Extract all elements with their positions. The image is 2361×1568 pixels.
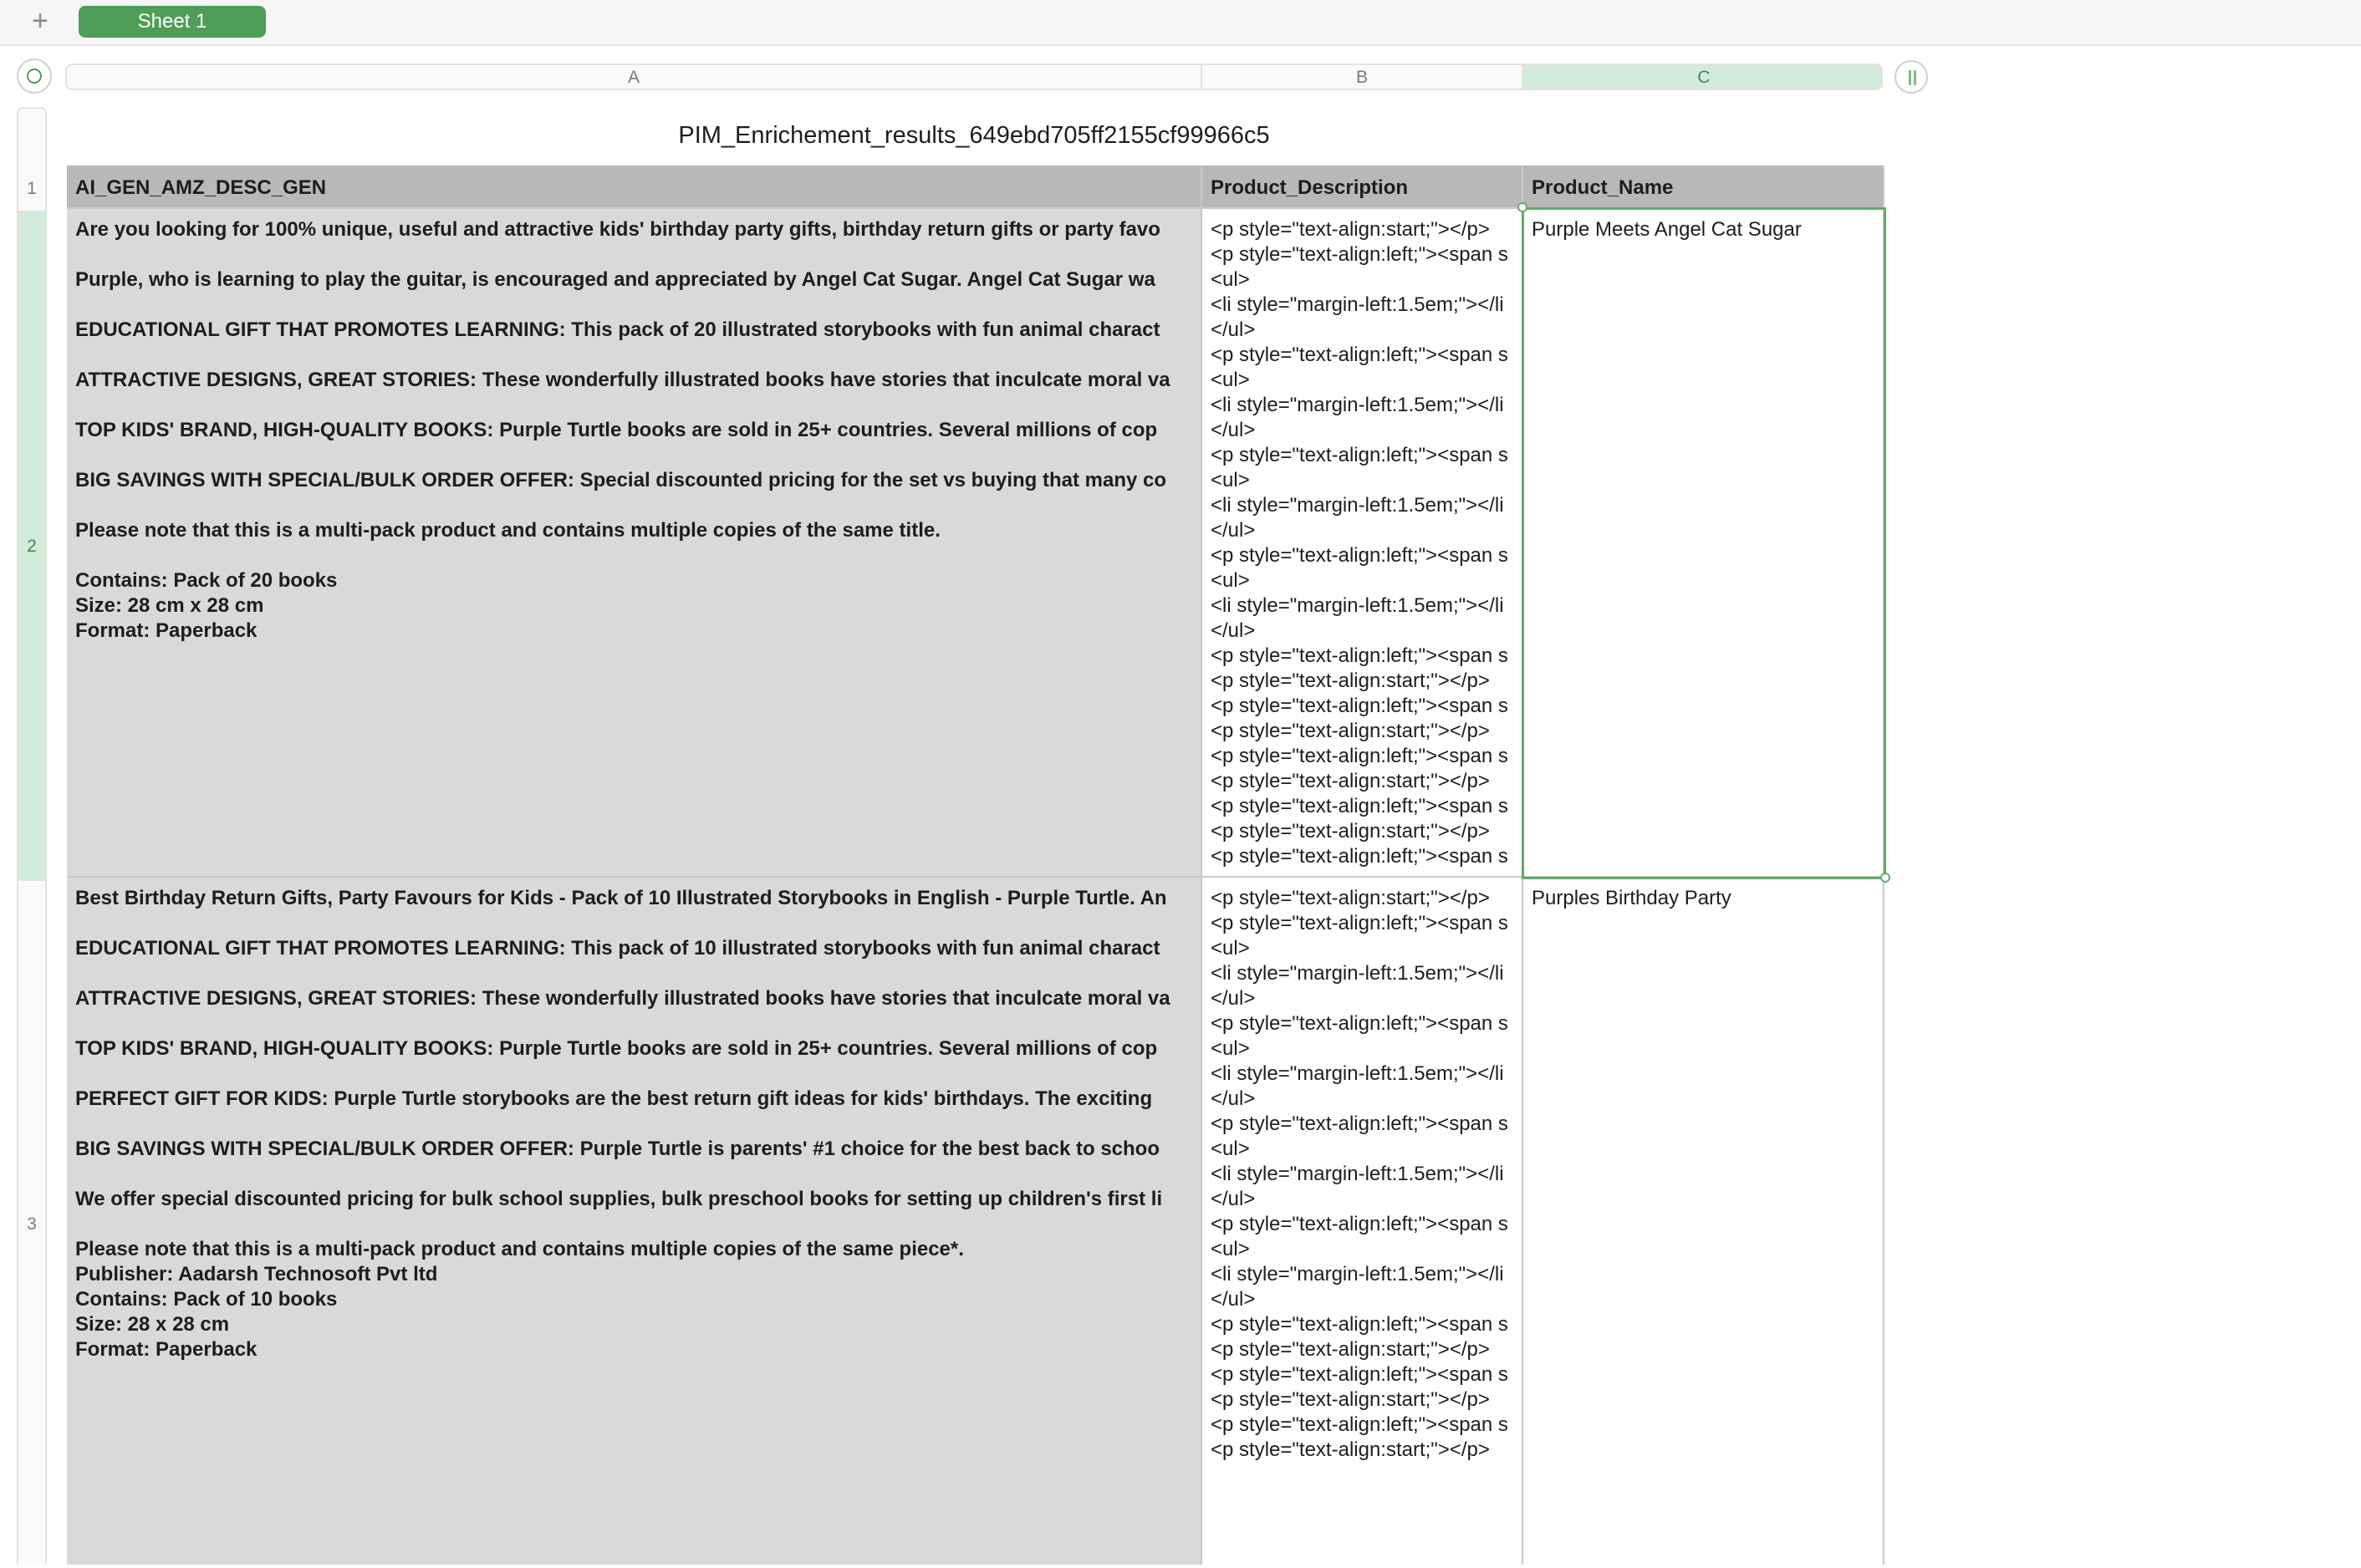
row-header-bar [17,107,47,1565]
column-header-bar [65,64,1883,90]
sheet-tab-bar [0,0,2361,46]
header-cell-b[interactable]: Product_Description [1202,165,1523,209]
selection-handle-bottom[interactable] [1880,873,1890,883]
cell-c2[interactable]: Purple Meets Angel Cat Sugar [1523,209,1884,878]
cell-b2[interactable]: <p style="text-align:start;"></p> <p style="text-align:left;"><span s <ul> <li style="margin-left:1.5em;"></li </ul> <p style="text-align:left;"><span s <ul> <li style="margin-left:1.5em;"></li </ul> <p style="text-align:left;"><span s <ul> <li style="margin-left:1.5em;"></li </ul> <p style="text-align:left;"><span s <ul> <li style="margin-left:1.5em;"></li </ul> <p style="text-align:left;"><span s <p style="text-align:start;"></p> <p style="text-align:left;"><span s <p style="text-align:start;"></p> <p style="text-align:left;"><span s <p style="text-align:start;"></p> <p style="text-align:left;"><span s <p style="text-align:start;"></p> <p style="text-align:left;"><span s [1202,209,1523,878]
table-title[interactable]: PIM_Enrichement_results_649ebd705ff2155cf99966c5 [678,122,1270,149]
header-cell-c[interactable]: Product_Name [1523,165,1884,209]
column-resize-handle-icon[interactable] [1894,60,1928,94]
cell-a2[interactable]: Are you looking for 100% unique, useful and attractive kids' birthday party gifts, birthday return gifts or party favo Purple, who is learning to play the guitar, is encouraged and appreciated by Angel Cat Sugar. Angel Cat Sugar wa EDUCATIONAL GIFT THAT PROMOTES LEARNING: This pack of 20 illustrated storybooks with fun animal charact ATTRACTIVE DESIGNS, GREAT STORIES: These wonderfully illustrated books have stories that inculcate moral va TOP KIDS' BRAND, HIGH-QUALITY BOOKS: Purple Turtle books are sold in 25+ countries. Several millions of cop BIG SAVINGS WITH SPECIAL/BULK ORDER OFFER: Special discounted pricing for the set vs buying that many co Please note that this is a multi-pack product and contains multiple copies of the same title. Contains: Pack of 20 books Size: 28 cm x 28 cm Format: Paperback [67,209,1202,878]
column-header-a[interactable]: A [67,65,1202,89]
selection-handle-top[interactable] [1517,202,1527,212]
cell-c3[interactable]: Purples Birthday Party [1523,878,1884,1565]
row-header-3[interactable]: 3 [18,879,45,1566]
column-header-c[interactable]: C [1523,65,1883,89]
select-all-circle-icon[interactable] [17,59,52,94]
cell-a3[interactable]: Best Birthday Return Gifts, Party Favours for Kids - Pack of 10 Illustrated Storybooks in English - Purple Turtle. An EDUCATIONAL GIFT THAT PROMOTES LEARNING: This pack of 10 illustrated storybooks with fun animal charact ATTRACTIVE DESIGNS, GREAT STORIES: These wonderfully illustrated books have stories that inculcate moral va TOP KIDS' BRAND, HIGH-QUALITY BOOKS: Purple Turtle books are sold in 25+ countries. Several millions of cop PERFECT GIFT FOR KIDS: Purple Turtle storybooks are the best return gift ideas for kids' birthdays. The exciting BIG SAVINGS WITH SPECIAL/BULK ORDER OFFER: Purple Turtle is parents' #1 choice for the best back to schoo We offer special discounted pricing for bulk school supplies, bulk preschool books for setting up children's first li Please note that this is a multi-pack product and contains multiple copies of the same piece*. Publisher: Aadarsh Technosoft Pvt ltd Contains: Pack of 10 books Size: 28 x 28 cm Format: Paperback [67,878,1202,1565]
plus-icon: + [32,5,48,37]
row-header-2[interactable]: 2 [18,211,45,879]
row-header-1[interactable]: 1 [27,179,37,198]
add-sheet-button[interactable] [23,5,57,38]
sheet-tab-sheet-1[interactable]: Sheet 1 [79,6,266,38]
header-cell-a[interactable]: AI_GEN_AMZ_DESC_GEN [67,165,1202,209]
column-header-b[interactable]: B [1202,65,1523,89]
cell-b3[interactable]: <p style="text-align:start;"></p> <p style="text-align:left;"><span s <ul> <li style="margin-left:1.5em;"></li </ul> <p style="text-align:left;"><span s <ul> <li style="margin-left:1.5em;"></li </ul> <p style="text-align:left;"><span s <ul> <li style="margin-left:1.5em;"></li </ul> <p style="text-align:left;"><span s <ul> <li style="margin-left:1.5em;"></li </ul> <p style="text-align:left;"><span s <p style="text-align:start;"></p> <p style="text-align:left;"><span s <p style="text-align:start;"></p> <p style="text-align:left;"><span s <p style="text-align:start;"></p> [1202,878,1523,1565]
